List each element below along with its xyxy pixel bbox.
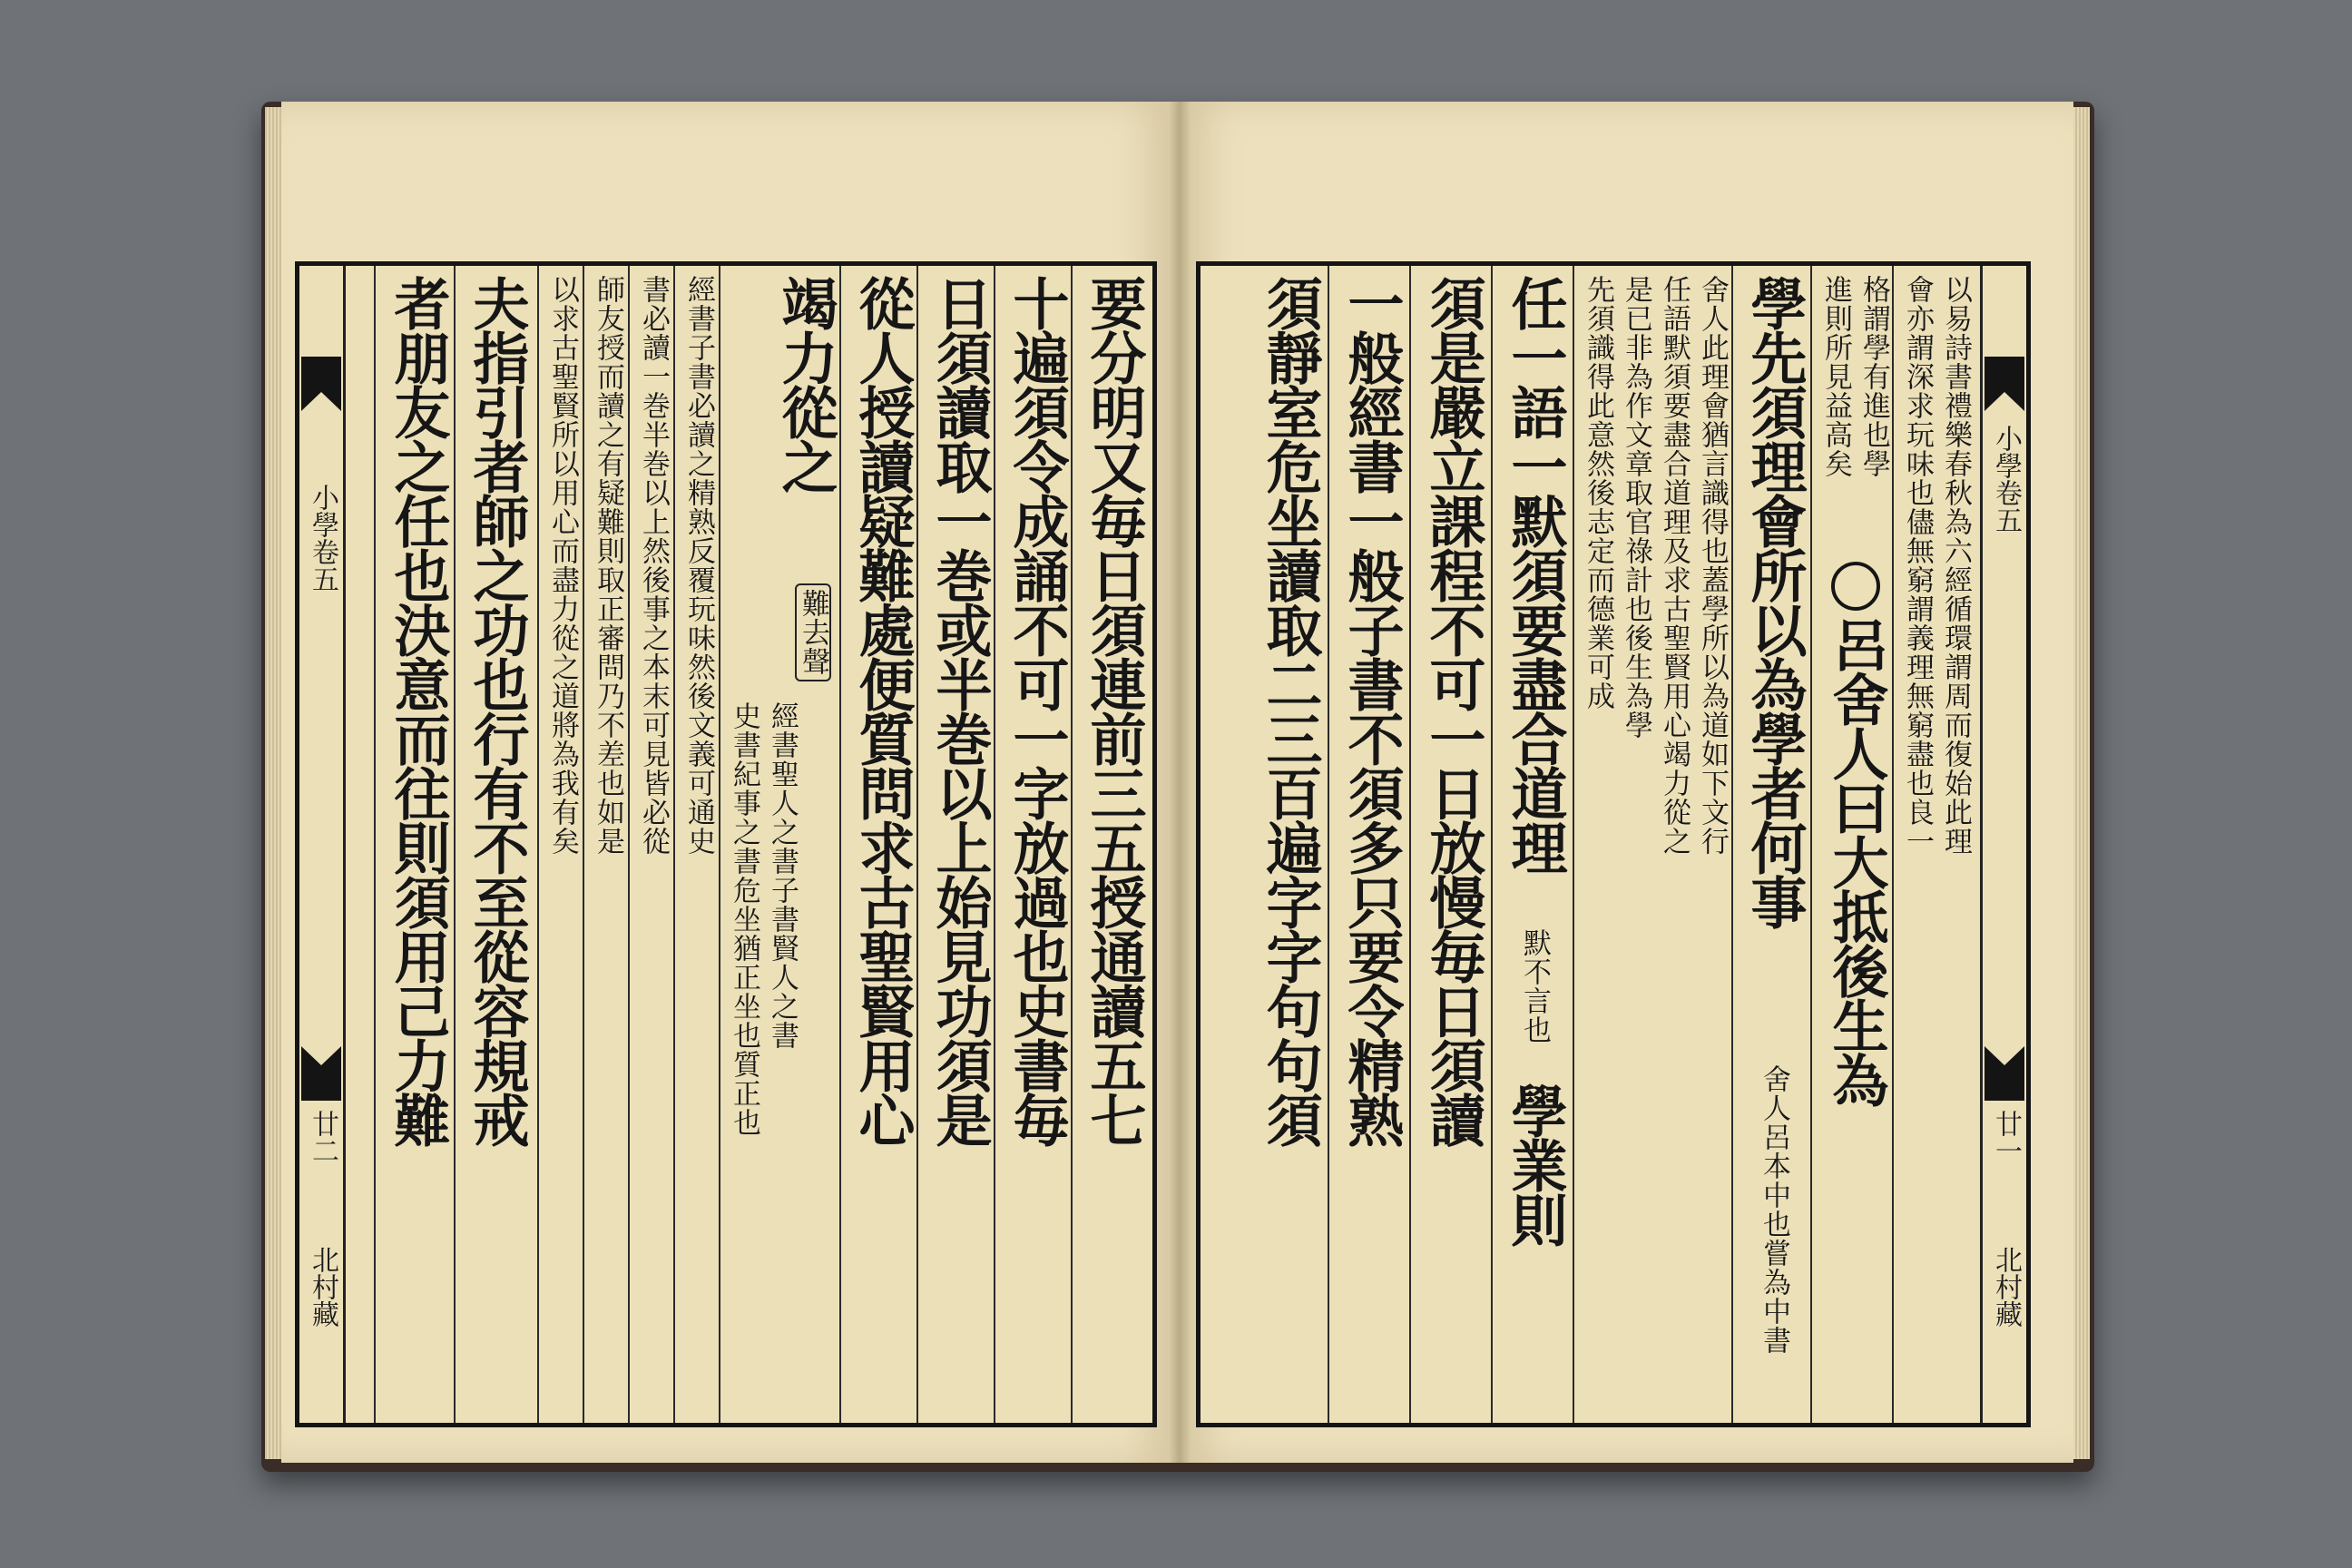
right-margin-title: 小學卷五 bbox=[1990, 425, 2022, 534]
column-rule bbox=[673, 266, 675, 1423]
left-margin-title: 小學卷五 bbox=[307, 484, 338, 593]
right-margin-publisher: 北村藏 bbox=[1990, 1246, 2022, 1328]
note-label-box: 難去聲 bbox=[795, 583, 831, 681]
column-rule bbox=[583, 266, 584, 1423]
text-column: 一般經書一般子書不須多只要令精熟 bbox=[1338, 275, 1405, 1146]
left-margin-strip bbox=[299, 266, 346, 1423]
column-rule bbox=[1731, 266, 1733, 1423]
text-column: 從人授讀疑難處便質問求古聖賢用心 bbox=[849, 275, 916, 1146]
text-column: 夫指引者師之功也行有不至從容規戒 bbox=[464, 275, 530, 1146]
text-column: 要分明又毎日須連前三五授通讀五七 bbox=[1081, 275, 1147, 1146]
text-column: 者朋友之任也決意而往則須用己力難 bbox=[385, 275, 451, 1146]
right-margin-folio: 廿一 bbox=[1990, 1110, 2022, 1164]
note-column: 以易詩書禮樂春秋為六經循環謂周而復始此理 bbox=[1939, 275, 1972, 856]
interlinear-note: 默不言也 bbox=[1518, 928, 1551, 1044]
note-column: 史書紀事之書危坐猶正坐也質正也 bbox=[728, 701, 760, 1137]
column-rule bbox=[454, 266, 456, 1423]
text-column: 須靜室危坐讀取二三百遍字字句句須 bbox=[1257, 275, 1323, 1146]
note-column: 任語默須要盡合道理及求古聖賢用心竭力從之 bbox=[1658, 275, 1690, 856]
page-edges-right bbox=[2073, 107, 2090, 1459]
column-rule bbox=[628, 266, 630, 1423]
fishtail-mark-top bbox=[301, 357, 341, 411]
left-margin-publisher: 北村藏 bbox=[307, 1246, 338, 1328]
note-column: 舍人此理會猶言識得也蓋學所以為道如下文行 bbox=[1696, 275, 1729, 856]
text-column: 學業則 bbox=[1502, 1083, 1568, 1246]
note-column: 經書子書必讀之精熟反覆玩味然後文義可通史 bbox=[682, 275, 715, 856]
column-rule bbox=[719, 266, 720, 1423]
note-column: 以求古聖賢所以用心而盡力從之道將為我有矣 bbox=[546, 275, 579, 856]
note-column: 會亦謂深求玩味也儘無窮謂義理無窮盡也良一 bbox=[1901, 275, 1934, 856]
note-column: 書必讀一巻半巻以上然後事之本末可見皆必從 bbox=[637, 275, 670, 856]
text-column: 十遍須令成誦不可一字放過也史書毎 bbox=[1004, 275, 1070, 1146]
right-text-frame bbox=[1196, 261, 2031, 1427]
interlinear-note: 舍人呂本中也嘗為中書 bbox=[1758, 1064, 1790, 1355]
column-rule bbox=[1409, 266, 1411, 1423]
text-column: 日須讀取一巻或半巻以上始見功須是 bbox=[926, 275, 993, 1146]
note-column: 先須識得此意然後志定而德業可成 bbox=[1582, 275, 1614, 710]
column-rule bbox=[537, 266, 539, 1423]
text-column: 學先須理會所以為學者何事 bbox=[1741, 275, 1808, 928]
book-gutter bbox=[1169, 102, 1191, 1463]
note-column: 經書聖人之書子書賢人之書 bbox=[766, 701, 799, 1050]
column-rule bbox=[994, 266, 995, 1423]
column-rule bbox=[1573, 266, 1574, 1423]
text-column: 任一語一默須要盡合道理 bbox=[1502, 275, 1568, 874]
column-rule bbox=[1491, 266, 1493, 1423]
circle-note-text: 呂舍人曰大抵後生為 bbox=[1823, 616, 1889, 1106]
column-rule bbox=[1810, 266, 1812, 1423]
note-column: 是已非為作文章取官祿計也後生為學 bbox=[1620, 275, 1652, 740]
note-column: 格謂學有進也學 bbox=[1857, 275, 1890, 478]
fishtail-mark-bottom bbox=[1984, 1046, 2024, 1101]
column-rule bbox=[374, 266, 376, 1423]
text-column bbox=[1818, 556, 1890, 1414]
left-margin-folio: 廿二 bbox=[307, 1110, 338, 1164]
column-rule bbox=[1328, 266, 1329, 1423]
column-rule bbox=[1892, 266, 1894, 1423]
page-edges-left bbox=[265, 107, 281, 1459]
column-rule bbox=[916, 266, 918, 1423]
note-column: 師友授而讀之有疑難則取正審問乃不差也如是 bbox=[592, 275, 624, 856]
text-column-short: 竭力從之 bbox=[772, 275, 838, 493]
circle-section-mark bbox=[1831, 562, 1880, 611]
fishtail-mark-top bbox=[1984, 357, 2024, 411]
note-column: 進則所見益高矣 bbox=[1819, 275, 1852, 478]
column-rule bbox=[1071, 266, 1073, 1423]
column-rule bbox=[839, 266, 841, 1423]
text-column: 須是嚴立課程不可一日放慢毎日須讀 bbox=[1420, 275, 1486, 1146]
fishtail-mark-bottom bbox=[301, 1046, 341, 1101]
left-text-frame bbox=[295, 261, 1157, 1427]
right-margin-strip bbox=[1980, 266, 2026, 1423]
